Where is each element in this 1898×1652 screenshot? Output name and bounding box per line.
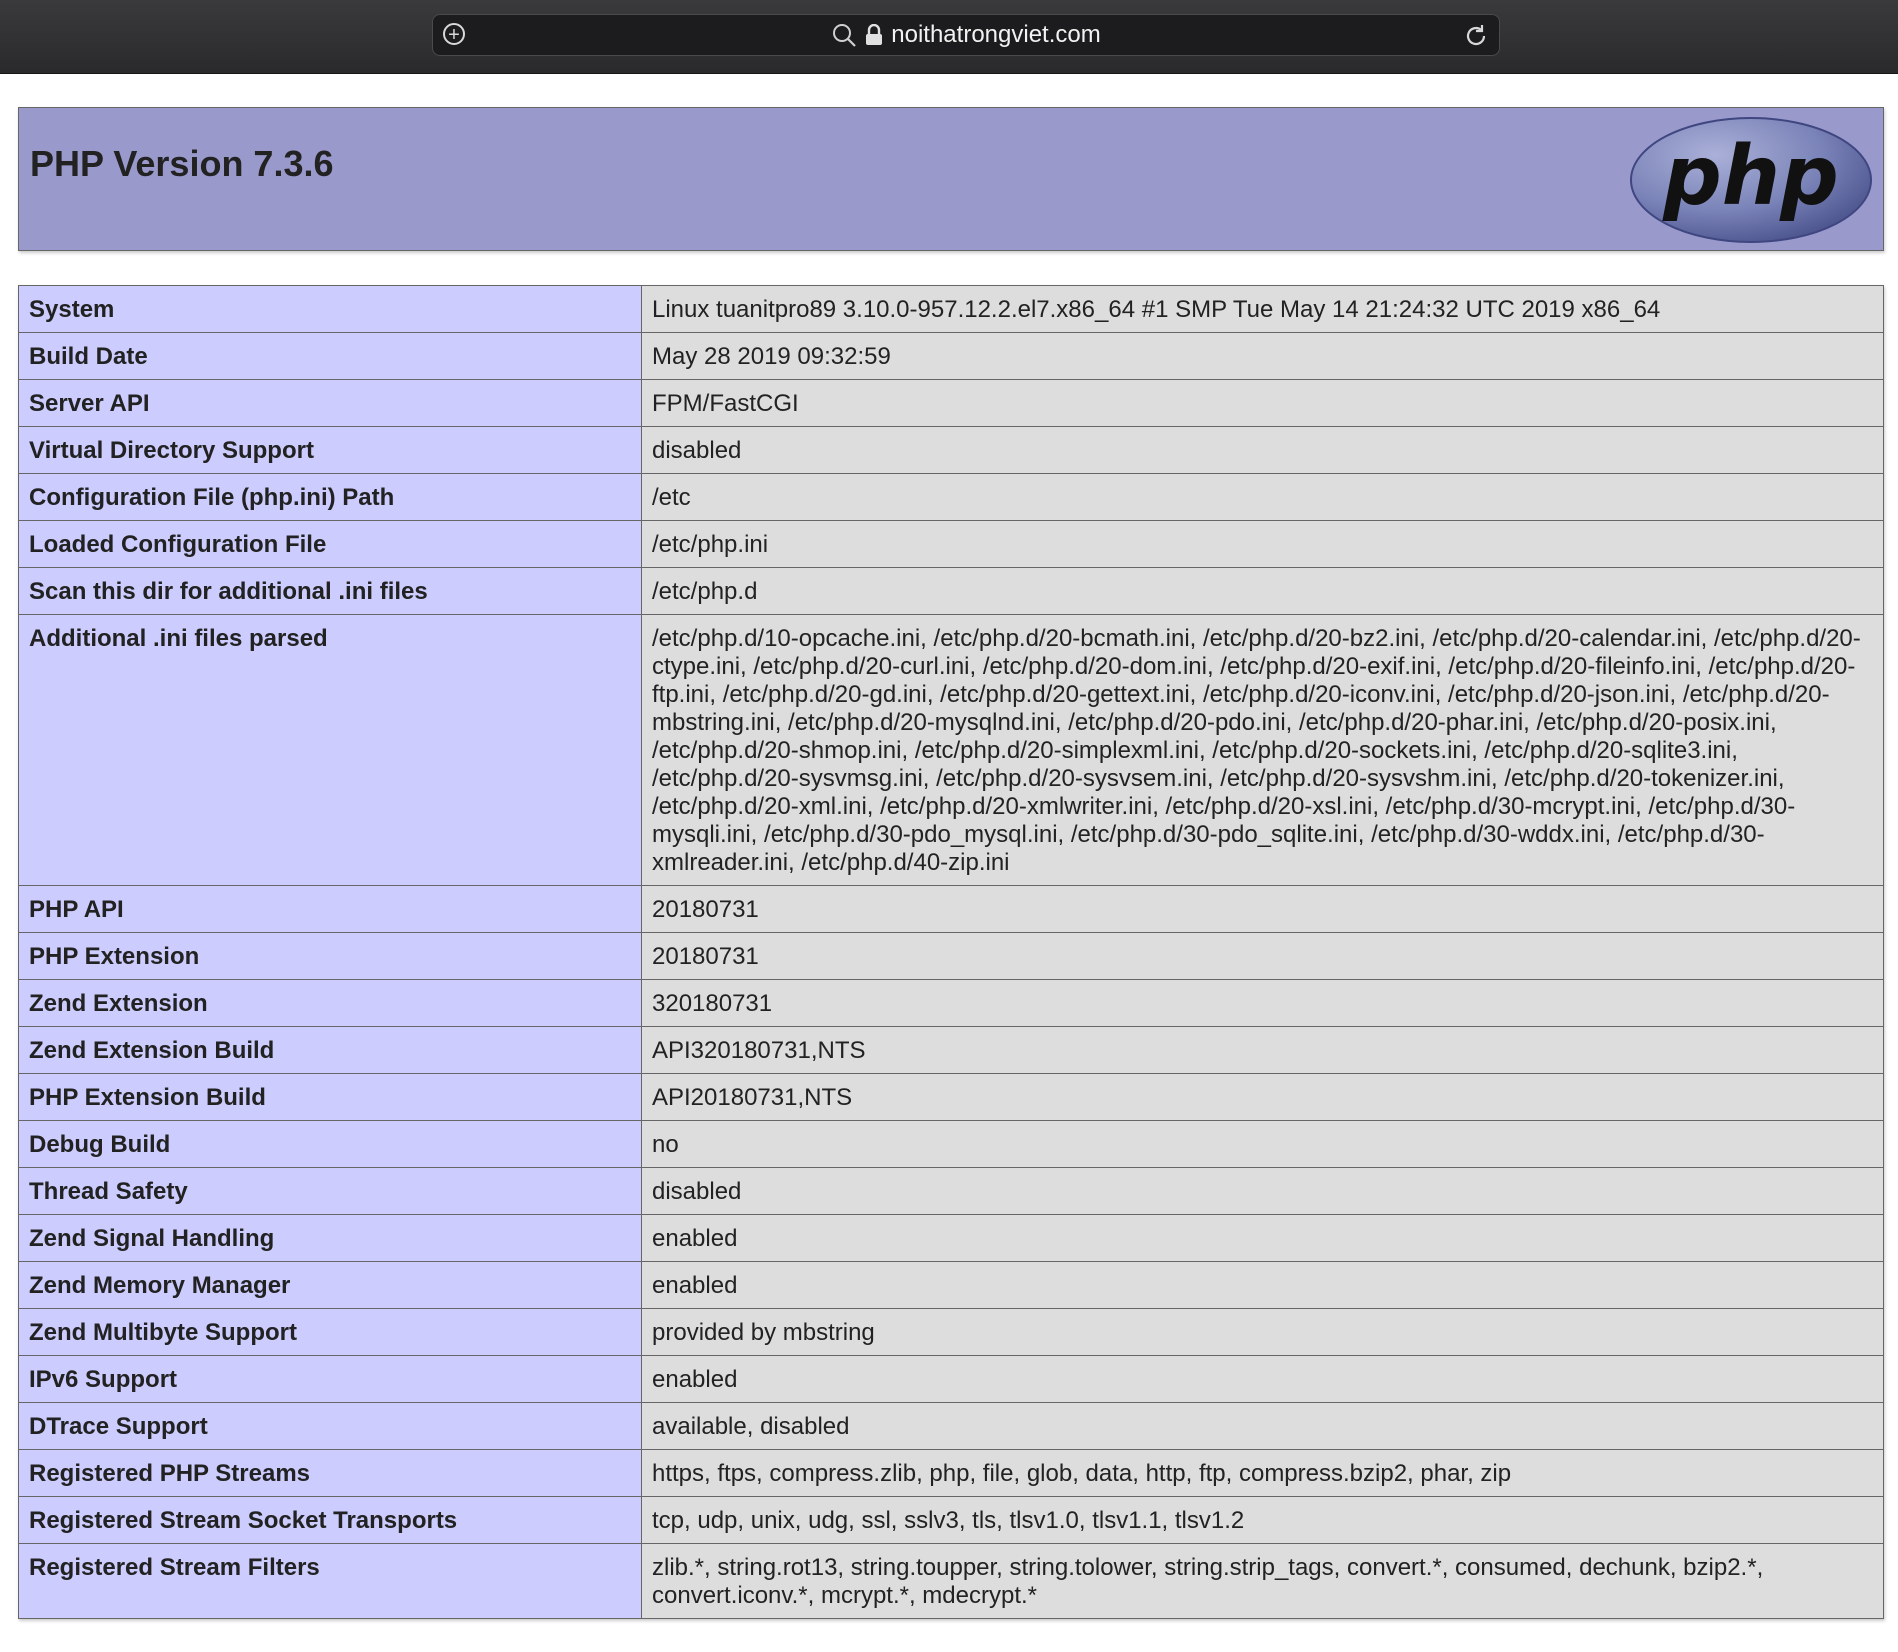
row-value: /etc/php.ini [642, 521, 1884, 568]
table-row [19, 1356, 1884, 1403]
row-label: Zend Extension Build [19, 1027, 642, 1074]
row-value: enabled [642, 1356, 1884, 1403]
phpinfo-content [18, 107, 1884, 1619]
row-value: disabled [642, 427, 1884, 474]
row-label: Configuration File (php.ini) Path [19, 474, 642, 521]
table-row [19, 1497, 1884, 1544]
row-value: API320180731,NTS [642, 1027, 1884, 1074]
row-label: Debug Build [19, 1121, 642, 1168]
table-row [19, 1262, 1884, 1309]
address-center [433, 15, 1499, 55]
row-label: PHP Extension Build [19, 1074, 642, 1121]
row-value: available, disabled [642, 1403, 1884, 1450]
row-value: 320180731 [642, 980, 1884, 1027]
table-row [19, 1309, 1884, 1356]
row-label: Registered Stream Socket Transports [19, 1497, 642, 1544]
table-row [19, 615, 1884, 886]
row-label: Additional .ini files parsed [19, 615, 642, 886]
row-value: enabled [642, 1215, 1884, 1262]
table-row [19, 333, 1884, 380]
row-value: /etc/php.d/10-opcache.ini, /etc/php.d/20-bcmath.ini, /etc/php.d/20-bz2.ini, /etc/php.d/20-calendar.ini, /etc/php.d/20-ctype.ini, /etc/php.d/20-curl.ini, /etc/php.d/20-dom.ini, /etc/php.d/20-exif.ini, /etc/php.d/20-fileinfo.ini, /etc/php.d/20-ftp.ini, /etc/php.d/20-gd.ini, /etc/php.d/20-gettext.ini, /etc/php.d/20-iconv.ini, /etc/php.d/20-json.ini, /etc/php.d/20-mbstring.ini, /etc/php.d/20-mysqlnd.ini, /etc/php.d/20-pdo.ini, /etc/php.d/20-phar.ini, /etc/php.d/20-posix.ini, /etc/php.d/20-shmop.ini, /etc/php.d/20-simplexml.ini, /etc/php.d/20-sockets.ini, /etc/php.d/20-sqlite3.ini, /etc/php.d/20-sysvmsg.ini, /etc/php.d/20-sysvsem.ini, /etc/php.d/20-sysvshm.ini, /etc/php.d/20-tokenizer.ini, /etc/php.d/20-xml.ini, /etc/php.d/20-xmlwriter.ini, /etc/php.d/20-xsl.ini, /etc/php.d/30-mcrypt.ini, /etc/php.d/30-mysqli.ini, /etc/php.d/30-pdo_mysql.ini, /etc/php.d/30-pdo_sqlite.ini, /etc/php.d/30-wddx.ini, /etc/php.d/30-xmlreader.ini, /etc/php.d/40-zip.ini [642, 615, 1884, 886]
row-value: 20180731 [642, 933, 1884, 980]
table-row [19, 474, 1884, 521]
row-value: API20180731,NTS [642, 1074, 1884, 1121]
new-tab-icon[interactable]: + [443, 23, 465, 45]
table-row [19, 521, 1884, 568]
row-label: Scan this dir for additional .ini files [19, 568, 642, 615]
search-icon [831, 22, 857, 48]
row-label: Zend Extension [19, 980, 642, 1027]
row-value: May 28 2019 09:32:59 [642, 333, 1884, 380]
logo-text: php [1663, 129, 1839, 224]
table-row [19, 1121, 1884, 1168]
table-row [19, 1403, 1884, 1450]
row-label: PHP Extension [19, 933, 642, 980]
info-table [18, 285, 1884, 1619]
reload-icon[interactable] [1463, 23, 1489, 49]
table-row [19, 1544, 1884, 1619]
row-label: System [19, 286, 642, 333]
row-value: tcp, udp, unix, udg, ssl, sslv3, tls, tlsv1.0, tlsv1.1, tlsv1.2 [642, 1497, 1884, 1544]
row-label: Virtual Directory Support [19, 427, 642, 474]
row-value: zlib.*, string.rot13, string.toupper, string.tolower, string.strip_tags, convert.*, consumed, dechunk, bzip2.*, convert.iconv.*, mcrypt.*, mdecrypt.* [642, 1544, 1884, 1619]
table-row [19, 980, 1884, 1027]
table-row [19, 568, 1884, 615]
table-row [19, 1215, 1884, 1262]
row-label: Loaded Configuration File [19, 521, 642, 568]
lock-icon [865, 24, 883, 46]
table-row [19, 380, 1884, 427]
row-label: Registered Stream Filters [19, 1544, 642, 1619]
row-label: IPv6 Support [19, 1356, 642, 1403]
page-title: PHP Version 7.3.6 [30, 143, 334, 184]
row-label: Registered PHP Streams [19, 1450, 642, 1497]
address-bar[interactable] [432, 14, 1500, 56]
browser-toolbar [0, 0, 1898, 74]
table-row [19, 1074, 1884, 1121]
table-row [19, 1450, 1884, 1497]
php-logo[interactable] [1629, 116, 1873, 244]
row-label: DTrace Support [19, 1403, 642, 1450]
table-row [19, 286, 1884, 333]
table-row [19, 886, 1884, 933]
row-label: Zend Signal Handling [19, 1215, 642, 1262]
row-value: /etc/php.d [642, 568, 1884, 615]
row-label: Build Date [19, 333, 642, 380]
table-row [19, 427, 1884, 474]
version-header [18, 107, 1884, 251]
table-row [19, 933, 1884, 980]
row-value: 20180731 [642, 886, 1884, 933]
row-value: provided by mbstring [642, 1309, 1884, 1356]
table-row [19, 1027, 1884, 1074]
row-label: PHP API [19, 886, 642, 933]
url-text: noithatrongviet.com [891, 21, 1101, 48]
row-label: Server API [19, 380, 642, 427]
row-value: https, ftps, compress.zlib, php, file, glob, data, http, ftp, compress.bzip2, phar, zip [642, 1450, 1884, 1497]
row-value: Linux tuanitpro89 3.10.0-957.12.2.el7.x86_64 #1 SMP Tue May 14 21:24:32 UTC 2019 x86_64 [642, 286, 1884, 333]
row-label: Thread Safety [19, 1168, 642, 1215]
table-row [19, 1168, 1884, 1215]
row-value: enabled [642, 1262, 1884, 1309]
row-value: FPM/FastCGI [642, 380, 1884, 427]
row-value: disabled [642, 1168, 1884, 1215]
row-value: no [642, 1121, 1884, 1168]
row-label: Zend Multibyte Support [19, 1309, 642, 1356]
row-value: /etc [642, 474, 1884, 521]
row-label: Zend Memory Manager [19, 1262, 642, 1309]
